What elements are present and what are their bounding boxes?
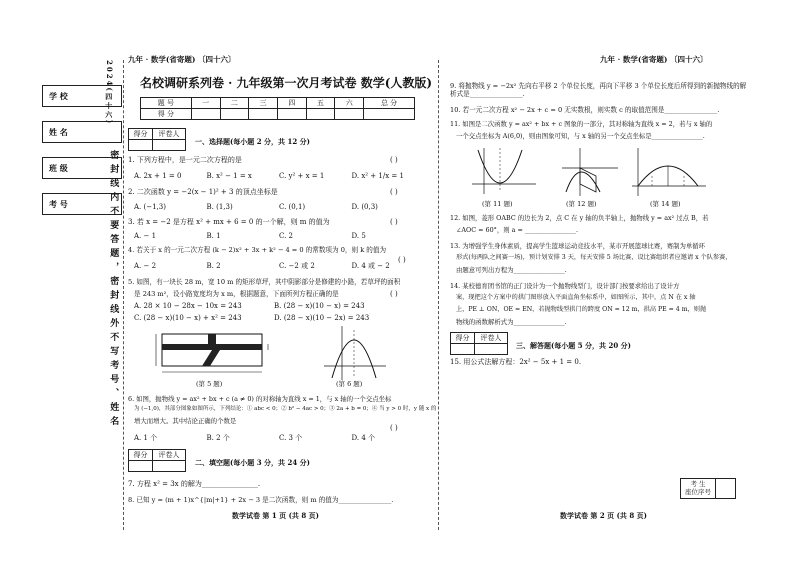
grader-box-2: 得分 评卷人 [128,449,186,472]
score-table-header: 一 [191,98,220,109]
option: A. − 1 [134,232,157,240]
q10-text: 10. 若一元二次方程 x² − 2x + c = 0 无实数根，则实数 c 的取值范围是________________. [450,106,720,114]
grader-person-cell[interactable] [153,461,186,472]
option: D. x² + 1/x = 1 [351,172,404,180]
q12-text-line2: ∠AOC = 60°，则 a = ________________. [456,226,579,234]
q5-options-row1 [134,302,414,311]
score-table-header: 五 [306,98,335,109]
score-table-header: 三 [249,98,278,109]
score-cell[interactable] [191,109,220,120]
figure-11-parabola [470,146,540,196]
figure-12-rhombus-parabola [560,146,620,198]
parabola-curve [478,150,522,183]
q5-text-line1: 5. 如图，有一块长 28 m，宽 10 m 的矩形草坪，其中阴影部分是修建的小路，若草坪的面积 [128,278,401,286]
grader-box-3: 得分 评卷人 [450,332,508,355]
q3-options [134,232,424,241]
section-1-title: 一、选择题(每小题 2 分，共 12 分) [195,137,310,146]
seat-label-2: 座位序号 [685,487,711,496]
q9-text: 9. 将抛物线 y = −2x² 先向右平移 2 个单位长度，再向下平移 3 个单位长度后所得到的新抛物线的解析式是________________. [450,82,747,99]
score-cell[interactable] [364,109,415,120]
figure-12-caption: (第 12 题) [566,200,597,208]
binding-field-name[interactable]: 姓 名 [42,121,122,143]
binding-dash-line [123,60,124,530]
option: B. (28 − x)(10 − x) = 243 [274,302,365,310]
score-table-header: 题 号 [141,98,192,109]
option: B. 1 [206,232,221,240]
q2-text: 2. 二次函数 y = −2(x − 1)² + 3 的顶点坐标是 [128,188,278,196]
q14-text-line3: 上，PE ⊥ ON，OE = EN，若抛物线型拱门的跨度 ON = 12 m，拱高 PE = 4 m，则抛 [456,306,707,313]
q14-text-line2: 案，现把这个方案中的拱门图形放入平面直角坐标系中，如图所示，其中，点 N 在 x 轴 [456,294,696,301]
seat-number-cell[interactable] [716,479,736,499]
score-table-row-label: 得 分 [141,109,192,120]
option: A. (−1,3) [134,203,166,211]
q13-text-line1: 13. 为增强学生身体素质，提高学生篮球运动竞技水平，某市开展篮球比赛，赛制为单循环 [450,242,706,250]
q11-text-line1: 11. 如图是二次函数 y = ax² + bx + c 图象的一部分，其对称轴为直线 x = 2，若与 x 轴的 [450,120,713,128]
grader-person-cell[interactable] [153,140,186,151]
q4-text: 4. 若关于 x 的一元二次方程 (k − 2)x² + 3x + k² − 4 = 0 的常数项为 0，则 k 的值为 [128,246,387,254]
q8-text: 8. 已知 y = (m + 1)x^{|m|+1} + 2x − 3 是二次函数，则 m 的值为________________. [128,496,394,504]
option: C. (0,1) [279,203,306,211]
figure-14-arch [630,146,710,198]
seat-number-box [680,478,736,499]
parabola-curve [566,172,600,192]
q11-text-line2: 一个交点坐标为 A(6,0)，则由图象可知，与 x 轴的另一个交点坐标是________________. [456,132,705,140]
option: A. − 2 [134,262,157,270]
q3-text: 3. 若 x = −2 是方程 x² + mx + 6 = 0 的一个解，则 m 的值为 [128,218,330,226]
option: A. 1 个 [134,434,158,442]
score-table-header: 四 [277,98,306,109]
q6-answer-paren[interactable]: ( ) [390,424,398,432]
exam-title: 名校调研系列卷 · 九年级第一次月考试卷 数学(人教版) [140,76,433,90]
q2-options [134,203,424,212]
figure-11-caption: (第 11 题) [482,200,513,208]
q6-text-line3: 增大而增大。其中结论正确的个数是 [134,417,237,425]
score-cell[interactable] [249,109,278,120]
grader-score-cell[interactable] [129,140,153,151]
option: C. y² + x = 1 [279,172,325,180]
path-shadow [162,334,262,366]
q6-options [134,434,424,443]
q5-answer-paren[interactable]: ( ) [390,290,398,298]
option: C. 2 [279,232,294,240]
binding-field-exam-no[interactable]: 考 号 [42,193,122,215]
q4-options [134,262,424,271]
q5-text-line2: 是 243 m²，设小路宽度均为 x m，根据题意，下面所列方程正确的是 [134,290,339,298]
option: D. 4 或 − 2 [351,262,390,270]
q6-text-line1: 6. 如图，抛物线 y = ax² + bx + c (a ≠ 0) 的对称轴为直线 x = 1，与 x 轴的一个交点坐标 [128,395,392,403]
option: C. −2 或 2 [279,262,315,270]
q1-options [134,172,424,181]
score-table [140,97,415,120]
page-header-right: 九年 · 数学(省寄题) 〔四十六〕 [600,55,708,64]
q15-answer-area[interactable] [456,372,746,472]
page-2-footer: 数学试卷 第 2 页 (共 8 页) [560,511,647,520]
q3-answer-paren[interactable]: ( ) [390,218,398,226]
q14-text-line4: 物线的函数解析式为________________. [456,318,567,326]
section-2-title: 二、填空题(每小题 3 分，共 24 分) [195,458,310,467]
figure-5-caption: (第 5 题) [196,380,223,388]
grader-person-cell[interactable] [475,344,508,355]
score-table-header: 总 分 [364,98,415,109]
binding-field-school[interactable]: 学 校 [42,85,122,107]
option: B. 2 个 [206,434,230,442]
score-table-header: 二 [220,98,249,109]
figure-5-lawn-diagram [150,326,280,376]
q1-answer-paren[interactable]: ( ) [390,156,398,164]
q6-text-line2: 为 (−1,0)，其部分图象如图所示，下列结论：① abc < 0；② b² − 4ac > 0；③ 2a + b = 0；④ 当 y > 0 时，y 随 x 的 [134,406,437,412]
option: A. 28 × 10 − 28x − 10x = 243 [134,302,242,310]
q15-text: 15. 用公式法解方程：2x² − 5x + 1 = 0. [450,358,582,366]
score-cell[interactable] [220,109,249,120]
option: D. (0,3) [351,203,378,211]
grader-box-1: 得分 评卷人 [128,128,186,151]
option: D. (28 − x)(10 − 2x) = 243 [274,314,370,322]
figure-6-parabola [320,322,390,382]
q13-text-line2: 形式(每两队之间赛一场)，预计划安排 3 天，每天安排 5 场比赛，设比赛组织者应邀请 x 个队参赛， [456,254,732,261]
option: D. 4 个 [351,434,375,442]
grader-score-cell[interactable] [129,461,153,472]
q4-answer-paren[interactable]: ( ) [398,256,406,264]
q14-text-line1: 14. 某校德育团书馆的正门设计为一个抛物线型门，设计部门按要求给出了设计方 [450,282,680,290]
year-tag: 2024(四十六) [104,60,114,126]
score-table-header: 六 [335,98,364,109]
binding-field-class[interactable]: 班 级 [42,157,122,179]
seal-notice: 密封线内不要答题，密封线外不写考号、姓名 [108,150,119,430]
score-cell[interactable] [306,109,335,120]
option: B. 2 [206,262,221,270]
section-3-title: 三、解答题(每小题 5 分，共 20 分) [516,341,631,350]
q12-text-line1: 12. 如图，菱形 OABC 的边长为 2，点 C 在 y 轴的负半轴上，抛物线 y = ax² 过点 B，若 [450,214,709,222]
score-cell[interactable] [277,109,306,120]
figure-6-caption: (第 6 题) [336,380,363,388]
page-divider [438,60,439,530]
seat-label-1: 考 生 [690,479,706,488]
q1-text: 1. 下列方程中，是一元二次方程的是 [128,156,242,164]
q7-text: 7. 方程 x² = 3x 的解为________________. [128,480,261,488]
option: C. 3 个 [279,434,303,442]
figure-14-caption: (第 14 题) [650,200,681,208]
page-header-left: 九年 · 数学(省寄题) 〔四十六〕 [128,55,236,64]
option: D. 5 [351,232,366,240]
grader-score-cell[interactable] [451,344,475,355]
q2-answer-paren[interactable]: ( ) [390,188,398,196]
page-1-footer: 数学试卷 第 1 页 (共 8 页) [232,511,319,520]
option: A. 2x + 1 = 0 [134,172,182,180]
score-cell[interactable] [335,109,364,120]
q13-text-line3: 由题意可列出方程为________________. [456,266,567,274]
option: B. (1,3) [206,203,233,211]
option: B. x² − 1 = x [206,172,252,180]
option: C. (28 − x)(10 − x) + x² = 243 [134,314,242,322]
